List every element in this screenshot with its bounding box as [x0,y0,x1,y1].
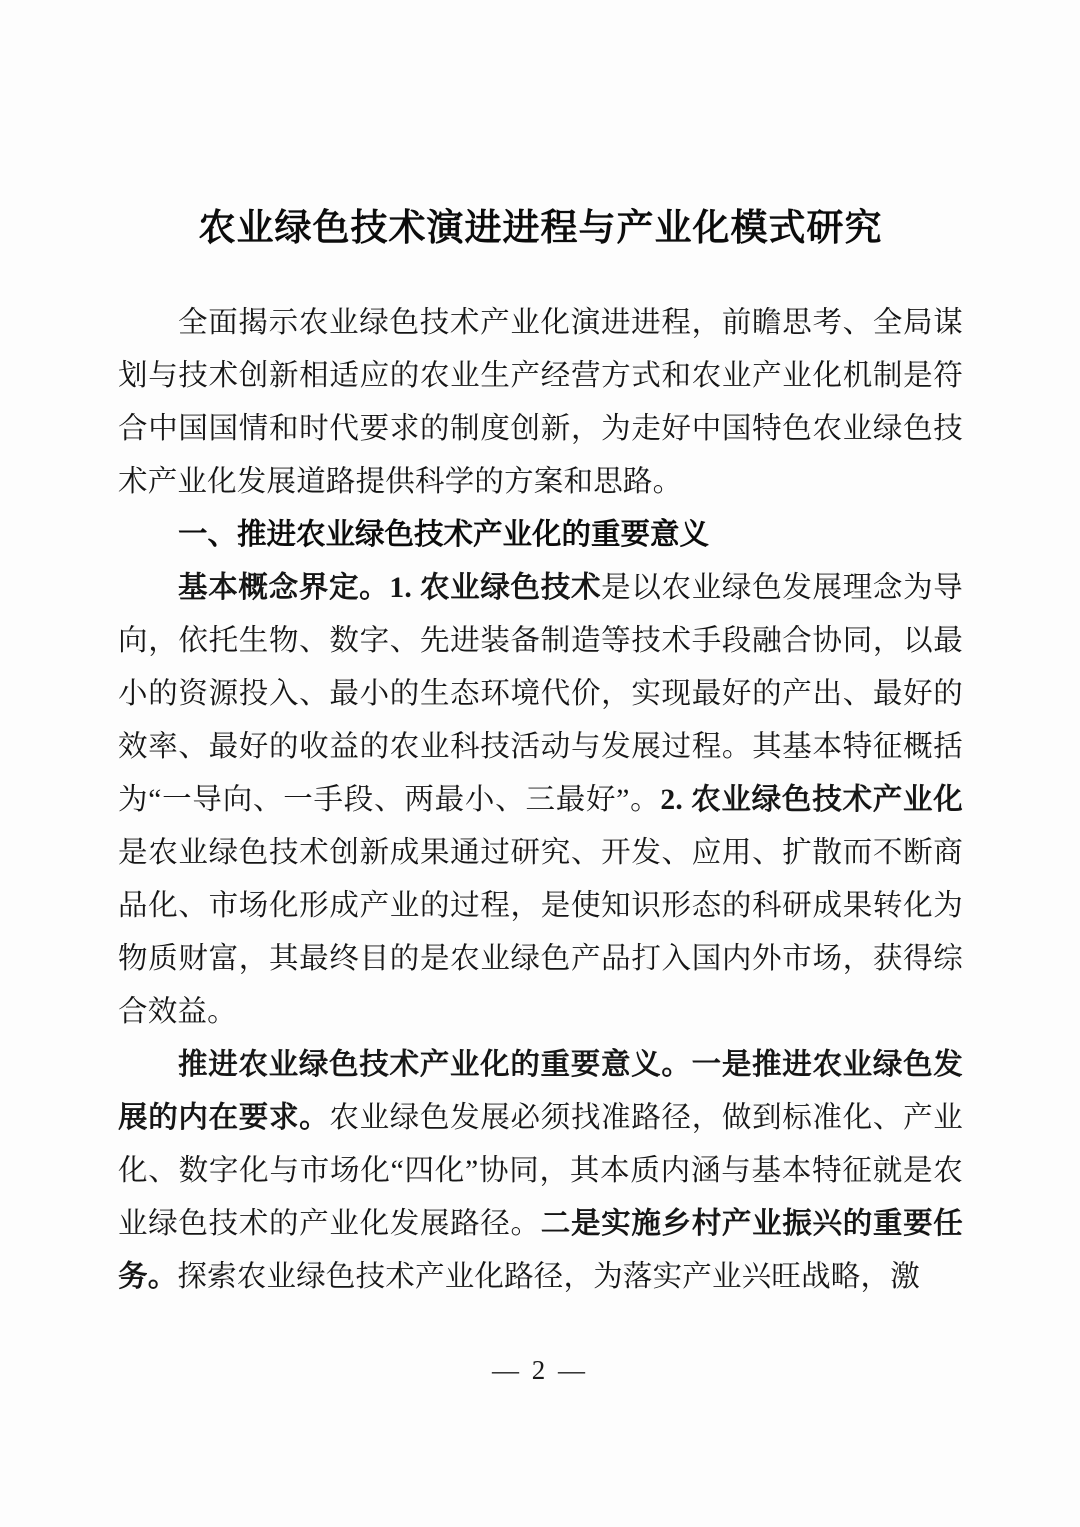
run-text-significance-body2: 探索农业绿色技术产业化路径，为落实产业兴旺战略，激 [177,1261,920,1294]
paragraph-significance [118,1039,963,1304]
run-text-concept-body: 是以农业绿色发展理念为导向，依托生物、数字、先进装备制造等技术手段融合协同，以最小的资源投入、最小的生态环境代价，实现最好的产出、最好的效率、最好的收益的农业科技活动与发展过程。其基本特征概括为“一导向、一手段、两最小、三最好”。 [118,572,963,817]
run-bold-significance-lead: 推进农业绿色技术产业化的重要意义。一是推进农业绿色发展的内在要求。 [118,1049,963,1135]
run-text-industrialization-body: 是农业绿色技术创新成果通过研究、开发、应用、扩散而不断商品化、市场化形成产业的过程，是使知识形态的科研成果转化为物质财富，其最终目的是农业绿色产品打入国内外市场，获得综合效益。 [118,837,963,1029]
page-title: 农业绿色技术演进进程与产业化模式研究 [198,208,883,249]
paragraph-concept-definition [118,562,963,1039]
section-heading-1: 一、推进农业绿色技术产业化的重要意义 [178,519,710,552]
run-bold-industrialization-label: 2. 农业绿色技术产业化 [660,784,963,817]
page-content [118,0,963,1304]
page-footer [0,1355,1080,1386]
run-bold-concept-label: 基本概念界定。1. 农业绿色技术 [178,572,602,605]
run-bold-significance-point2: 二是实施乡村产业振兴的重要任务。 [118,1208,963,1294]
run-text-significance-body1: 农业绿色发展必须找准路径，做到标准化、产业化、数字化与市场化“四化”协同，其本质内涵与基本特征就是农业绿色技术的产业化发展路径。 [118,1102,963,1241]
paragraph-abstract: 全面揭示农业绿色技术产业化演进进程，前瞻思考、全局谋划与技术创新相适应的农业生产经营方式和农业产业化机制是符合中国国情和时代要求的制度创新，为走好中国特色农业绿色技术产业化发展道路提供科学的方案和思路。 [118,307,963,499]
page-number-label: — 2 — [492,1355,588,1385]
